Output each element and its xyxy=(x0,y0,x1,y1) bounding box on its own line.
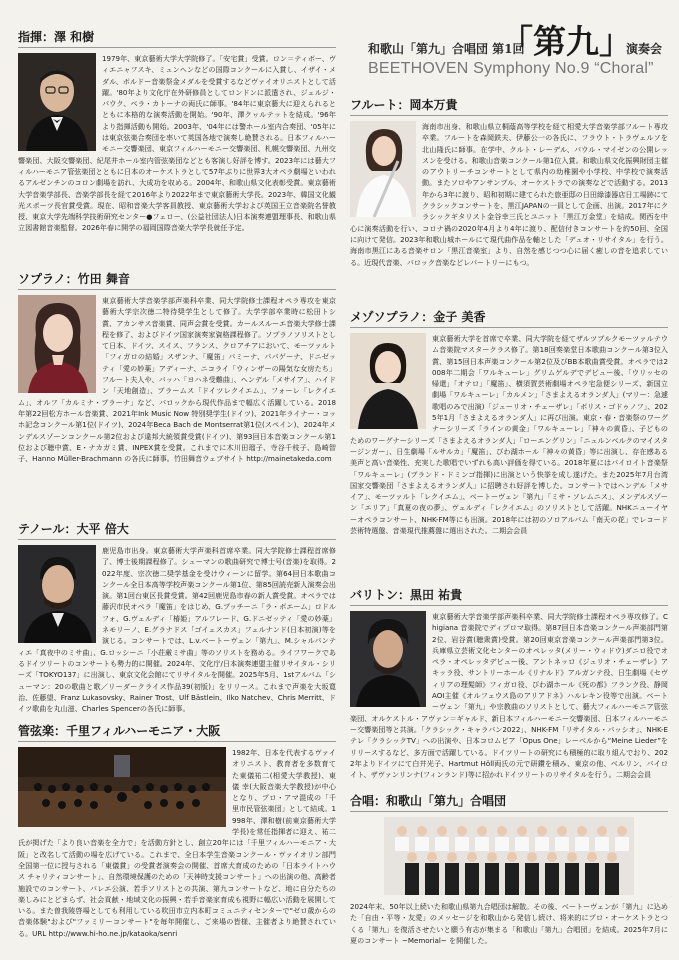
mezzo-photo xyxy=(350,333,426,429)
orchestra-bio: 1982年、日本を代表するヴァイオリニスト、教育者を多数育てた東儀祐二(相愛大学教授)、東儀 幸(大阪音楽大学教授)が中心となり、プロ・アマ混成の「千里市民管弦楽団」として結成。1998年、澤和樹(前東京藝術大学学長)を常任指揮者に迎え、祐二氏が掲げた「より良い音楽を全力で」を活動方針とし、創立20年には「千里フィルハーモニア・大阪」と改名して活動の場を広げている。これまで、全日本学生音楽コンクール・ヴァイオリン部門全国第一位に授与される「東儀賞」の受賞者演奏会の開催、首席犬育成のための「日本ライトハウス チャリティコンサート」、自然環境保護のための「天神時支援コンサート」への出演の他、高齢者施設でのコンサート、バレエ公演、若手ソリストとの共演、第九コンサートなど、地に自分たちの楽しみにとどまらず、社会貢献・地域文化の振興・若手音楽家育成も視野に幅広い活動を展開している。また曽我陵啓場としても利用している吹田市立内本町コミュニティセンターで"ゼロ歳からの音楽体験"および"ファミリーコンサート"を毎年開催し、ご来場の皆様、主催者より絶賛されている。URL http://www.hi-ho.ne.jp/kataoka/senri xyxy=(18,748,336,938)
soprano-section xyxy=(18,270,336,464)
baritone-photo xyxy=(350,611,426,707)
conductor-bio: 1979年、東京藝術大学大学院修了。「安宅賞」受賞。ロン＝ティボー、ヴィエニャフスキ、ミュンヘンなどの国際コンクールに入賞し、イザイ・メダル、ボルドー音楽祭金メダルを受賞するなどヴァイオリニストとして活躍。'80年より文化庁在外研修員としてロンドンに派遣され、ジェルジ・パウク、ベラ・カトーナの両氏に師事。'84年に東京藝大に迎えられるとともに本格的な演奏活動を開始。'90年、澤クヮルテットを結成。'96年より指揮活動も開始。2003年、'04年には警ホール室内合奏団、'05年には東京弦楽合奏団を率いて英国各地で演奏し絶賛される。日本フィルハーモニー交響楽団、東京フィルハーモニー交響楽団、札幌交響楽団、九州交響楽団、大阪交響楽団、紀尾井ホール室内管弦楽団などとも客演し好評を博す。2023年には藝大フィルハーモニア管弦楽団とともに日本のオーケストラとして57年ぶりに世界3大オペラ劇場といわれるアルゼンチンのコロン劇場を訪れ、大成功を収める。2004年、和歌山県文化表彰受賞。東京藝術大学音楽学部長、音楽学部長を経て2016年より2022年まで東京藝術大学長。2023年、韓国文化観光スポーツ長官賞受賞。現在、昭和音楽大学客員教授、東京藝術大学および英国王立音楽院名誉教授、東京大学先端科学技術研究センター●フェロー、(公益社団法人)日本演奏連盟理事長、和歌山県立図書館音楽監督。2026年春に開学の福岡国際音楽大学学長就任予定。 xyxy=(18,54,336,233)
orchestra-heading: 管弦楽：千里フィルハーモニア・大阪 xyxy=(18,722,336,742)
flute-photo xyxy=(350,121,416,217)
flute-heading: フルート：岡本万貴 xyxy=(350,96,668,116)
soprano-bio: 東京藝術大学音楽学部声楽科卒業、同大学院修士課程オペラ専攻を東京藝術大学宗次徳二特待奨学生として修了。大学学部卒業時に松田トシ賞、アカンサス音楽賞、同声会賞を受賞。カールスルーエ音楽大学修士課程を修了、およびドイツ国家演奏家資格課程修了。ソプラノソリストとして日本、ドイツ、スイス、フランス、クロアチアにおいて、モーツァルト「フィガロの結婚」スザンナ、「魔笛」パミーナ、パパゲーナ、ドニゼッティ「愛の妙薬」アディーナ、ニコライ「ウィンザーの陽気な女房たち」フルート夫人や、バッハ「ヨハネ受難曲」、ヘンデル「メサイア」、ハイドン「天地創造」、ブラームス「ドイツレクイエム」、フォーレ「レクイエム」、オルフ「カルミナ・ブラーナ」など、バロックから現代作品まで幅広く活躍している。2018年第22回松方ホール音楽賞、2021年Ink Music Now 特別奨学生(ドイツ)、2021年ライナー・コッホ記念コンクール第1位(ドイツ)、2024年Beca Bach de Montserrat第1位(スペイン)、2024年メンデルスゾーンコンクール第2位および違邦大統領賞受賞(ドイツ)、第93回日本音楽コンクール第1位および聴中賞、E・ナカガミ賞、INPEX賞を受賞。これまでに木川田瑠子、寺谷千枝子、島崎智子、Hanno Müller-Brachmann の各氏に師事。竹田舞音ウェブサイト http://mainetakeda.com xyxy=(18,296,336,464)
tenor-bio: 鹿児島市出身。東京藝術大学声楽科首席卒業。同大学院修士課程首席修了、博士後期課程修了。シューマンの歌曲研究で博士号(音楽)を取得。2022年度、宗次徳二奨学基金を受けウィーンに留学。第64回日本歌曲コンクール全日本高等学校声楽コンクール第1位、第85回読売新人演奏会出演。第1回台東区長賞受賞。第42回鹿児島市春の新人賞受賞。オペラでは藤沢市民オペラ「魔笛」をはじめ、G.プッチーニ「ラ・ボエーム」ロドルフォ、G.ヴェルディ「椿姫」アルフレード、G.ドニゼッティ「愛の妙薬」ネモリーノ、E.グラナドス「ゴイェスカス」フェルナンド(日本初演)等を演じる。コンサートでは、L.v.ベートーヴェン「第九」、M.シャルパンティエ「真夜中のミサ曲」、G.ロッシーニ「小荘厳ミサ曲」等のソリストを務める。ライフワークであるドイツリートのコンサートも勢力的に開催。2024年、文化庁/日本演奏連盟主催リサイタル・シリーズ「TOKYO137」に出演し、東京文化会館にてリサイタルを開催。2025年5月、1stアルバム「シューマン：20の歌曲と歌／リーダークライス作品39(初版)」をリリース。これまで声楽を大坂寛治、佐藤望、Franz Lukasovsky、Rainer Trost、Ulf Bästlein、Ilko Natchev、Chris Merritt、ドイツ歌曲を丸山滋、Charles Spencerの各氏に師事。 xyxy=(18,546,336,714)
baritone-bio: 東京藝術大学音楽学部声楽科卒業、同大学院修士課程オペラ専攻修了。Chigiana 音楽院でディプロマ取得。第87回日本音楽コンクール声楽部門第2位、岩谷賞(聴衆賞)受賞。第20回東京音楽コンクール声楽部門第3位。兵庫県立芸術文化センターのオペレッタ(メリー・ウィドウ)ダニロ役でオペラ・オペレッタデビュー後、アントネッロ《ジュリオ・チェーザレ》アキッラ役、サントリーホール《リナルド》アルガンテ役、日生劇場《セヴィリアの理髪師》フィガロ役、びわ湖ホール《死の都》フランク役、静岡AOI主催《オルフェウス島のアリアドネ》ハルレキン役等で出演。ベートーヴェン「第九」や宗教曲のソリストとして、藝大フィルハーモニア管弦楽団、オルケストル・アヴァン＝ギャルド、新日本フィルハーモニー交響楽団、日本フィルハーモニー交響楽団等と共演。「クラシック・キャラバン2022」、NHK-FM「リサイタル・パッシオ」、NHK-Eテレ「クラシックTV」への出演や、日本コロムビア「Opus One」レーベルから“Meine Lieder”をリリースするなど、多方面で活躍している。ドイツリートの研究にも積極的に取り組んでおり、2022年よりドイツにて白井光子、Hartmut Höll両氏の元で研鑽を積み、東京の他、ベルリン、バイロイト、ザヴァンリンナ(フィンランド)等に招かれドイツリートのリサイタルを行う。二期会会員 xyxy=(350,612,668,780)
tenor-heading: テノール：大平 倍大 xyxy=(18,520,336,540)
banner-title: 「第九」 xyxy=(500,22,632,61)
tenor-photo xyxy=(18,545,96,643)
mezzo-section xyxy=(350,308,668,536)
banner-english-title: BEETHOVEN Symphony No.9 “Choral” xyxy=(368,60,654,77)
soprano-photo xyxy=(18,295,96,393)
orchestra-photo xyxy=(18,747,226,827)
soprano-heading: ソプラノ：竹田 舞音 xyxy=(18,270,336,290)
flute-bio: 海南市出身、和歌山県立桐蔭高等学校を経て相愛大学音楽学部フルート専攻卒業。フルートを森岡鉄夫、伊藤公一の各氏に、フラウト・トラヴェルソを北山隆氏に師事。在学中、クルト・レーデル、パウル・マイゼンの公開レッスンを受ける。和歌山音楽コンクール第1位入賞。和歌山県文化振興財団主催のアウトリーチコンサートとして県内の幼稚園や小学校、中学校で演奏活動。またソロやアンサンブル、オーケストラでの演奏などで活動する。2013年から3年に渡り、昭和初期に建てられた旅亜邸の日田綠漆器店日工場跡にてクラシックコンサートを、黒江JAPANの一員として企画、出演。2017年にクラシックギタリスト金谷幸三氏とユニット「黒江万金堂」を結成。関西を中心に演奏活動を行い、コロナ禍の2020年4月より4年に渡り、配信付きコンサートを約50回、全国に向けて発信。2023年和歌山城ホールにて現代曲作品を軸とした「デュオ・リサイタル」を行う。海南市黒江にある音楽サロン「黒江音楽室」より、自然を感じつつ心に届く癒しの音を追求している。近現代音楽、バロック音楽などレパートリーにもつ。 xyxy=(350,122,668,267)
flute-section xyxy=(350,96,668,268)
conductor-photo xyxy=(18,53,96,151)
baritone-section xyxy=(350,586,668,780)
chorus-bio: 2024年末、50年以上続いた和歌山県第九合唱団は解散。その後、ベートーヴェンが「第九」に込めた「自由・平等・友愛」のメッセージを和歌山から発信し続け、将来的にプロ・オーケストラとつくる「第九」を復活させたいと願う有志が集まる「和歌山「第九」合唱団」を結成。2025年7月に夏のコンサート ~Memorial~ を開催した。 xyxy=(350,902,668,945)
conductor-heading: 指揮：澤 和樹 xyxy=(18,28,336,48)
orchestra-section xyxy=(18,722,336,939)
mezzo-heading: メゾソプラノ：金子 美香 xyxy=(350,308,668,328)
chorus-heading: 合唱：和歌山「第九」合唱団 xyxy=(350,792,668,812)
banner-subtitle: 和歌山「第九」合唱団 第1回 xyxy=(368,42,525,56)
chorus-photo xyxy=(384,817,634,895)
tenor-section xyxy=(18,520,336,714)
conductor-section xyxy=(18,28,336,234)
baritone-heading: バリトン：黒田 祐貴 xyxy=(350,586,668,606)
mezzo-bio: 東京藝術大学を首席で卒業、同大学院を経てザルツブルクモーツァルテウム音楽院マスタークラス修了。第18回奏楽堂日本歌曲コンクール第3位入賞、第15回日本声楽コンクール第2位及びBB本歌曲賞受賞。オペラでは2008年二期会「ワルキューレ」グリムゲルデでデビュー後、「ウリッセの帰還」「オテロ」「魔笛」、横須賀芸術劇場オペラ宅急便シリーズ、新国立劇場「ワルキューレ」「カルメン」「さまよえるオランダ人」(マリー：急遽歌唱のみで出演)「ジューリオ・チェーザレ」「ボリス・ゴドゥノフ」、2025年1月「さまよえるオランダ人」に再び出演。東京・春・音楽祭のワーグナーシリーズ「ラインの黄金」「ワルキューレ」「神々の黄昏」、子どものためのワーグナーシリーズ「さまよえるオランダ人」「ローエングリン」「ニュルンベルクのマイスタージンガー」、日生劇場「ルサルカ」「魔笛」、びわ湖ホール「神々の黄昏」等に出演し、存在感ある美声と高い音楽性、充実した歌唱でいずれも高い評価を得ている。2018年夏にはバイロイト音楽祭「ワルキューレ」(ブランド・ドミンゴ指揮)に出演という快挙を成し遂げた。また2025年7月台湾国家交響楽団「さまよえるオランダ人」に招聘され好評を博した。コンサートではヘンデル「メサイア」、モーツァルト「レクイエム」、ベートーヴェン「第九」「ミサ・ソレムニス」、メンデルスゾーン「エリア」「真夏の夜の夢」、ヴェルディ「レクイエム」のソリストとして活躍。NHKニューイヤーオペラコンサート、NHK-FM等にも出演。2018年には初のソロアルバム「南天の花」でレコード芸術特選盤、音楽現代推薦盤に選出された。二期会会員 xyxy=(350,334,669,536)
banner-suffix: 演奏会 xyxy=(626,42,663,56)
chorus-section xyxy=(350,792,668,946)
